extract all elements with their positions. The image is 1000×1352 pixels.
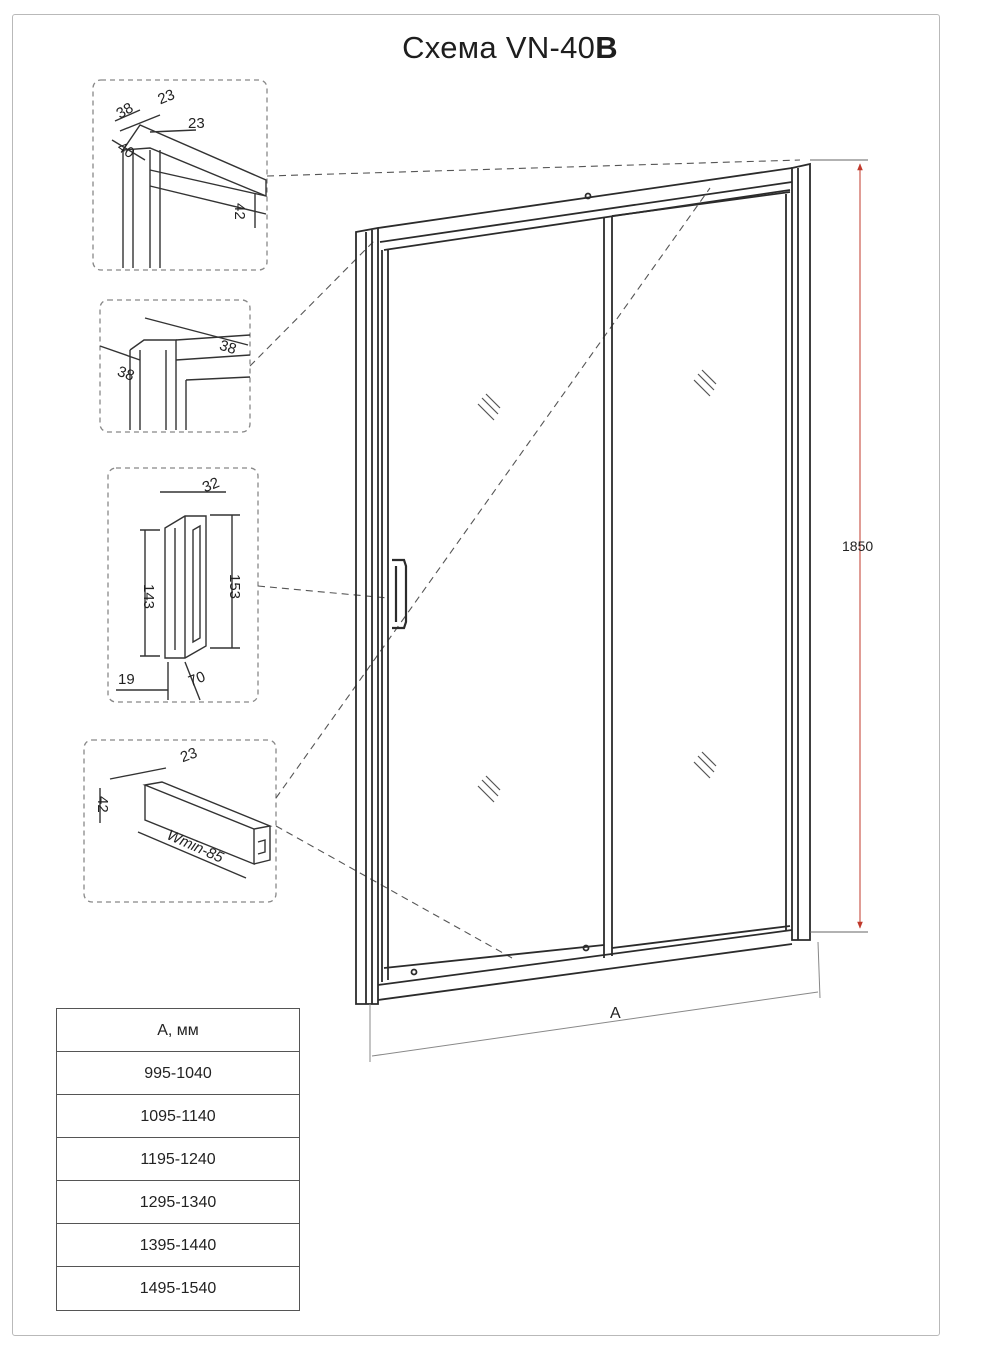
roller-bottom-left <box>412 970 417 975</box>
door-panel-left <box>382 250 388 982</box>
dim-top-b: 23 <box>155 86 178 109</box>
dim-handle-width: 32 <box>199 474 222 497</box>
dim-top-e: 42 <box>231 203 248 220</box>
bottom-frame <box>378 930 792 1000</box>
right-wall-profile <box>792 164 810 940</box>
dim-top-d: 40 <box>114 138 138 163</box>
dim-handle-depth: 19 <box>118 671 135 688</box>
table-header: A, мм <box>57 1009 299 1052</box>
table-row: 1395-1440 <box>57 1224 299 1267</box>
dim-handle-inner: 143 <box>140 584 157 610</box>
detail-top-frame-drawing <box>112 110 266 268</box>
top-frame <box>378 168 792 250</box>
width-dimension <box>370 942 820 1062</box>
height-label: 1850 <box>842 538 874 554</box>
dim-handle-base: 70 <box>185 668 208 691</box>
title-text: Схема VN-40 <box>402 30 596 65</box>
dim-top-a: 38 <box>113 99 137 123</box>
dim-bottom-height: 42 <box>94 796 111 813</box>
table-row: 1195-1240 <box>57 1138 299 1181</box>
table-row: 1095-1140 <box>57 1095 299 1138</box>
width-label: A <box>610 1005 621 1022</box>
dim-bottom-width: 23 <box>178 744 200 767</box>
dim-wall-b: 38 <box>217 336 239 359</box>
dim-handle-outer: 153 <box>226 574 243 600</box>
detail-handle-drawing <box>116 492 240 700</box>
glass-marks <box>478 370 716 802</box>
size-table <box>56 1008 300 1311</box>
table-row: 1495-1540 <box>139 1280 217 1297</box>
roller-top <box>586 194 591 199</box>
dim-bottom-length: Wmin-85 <box>164 826 226 867</box>
table-row: 995-1040 <box>57 1052 299 1095</box>
door-panel-right <box>612 192 790 948</box>
detail-box-bottom-profile <box>84 740 276 902</box>
shower-door-main-view <box>356 164 810 1004</box>
dim-wall-a: 38 <box>115 363 137 385</box>
detail-bottom-profile-drawing <box>100 768 270 878</box>
dim-top-c: 23 <box>188 115 205 132</box>
title-suffix: B <box>595 30 618 65</box>
table-row: 1295-1340 <box>57 1181 299 1224</box>
leader-lines <box>250 160 800 958</box>
left-wall-profile <box>356 228 378 1004</box>
roller-bottom-right <box>584 946 589 951</box>
